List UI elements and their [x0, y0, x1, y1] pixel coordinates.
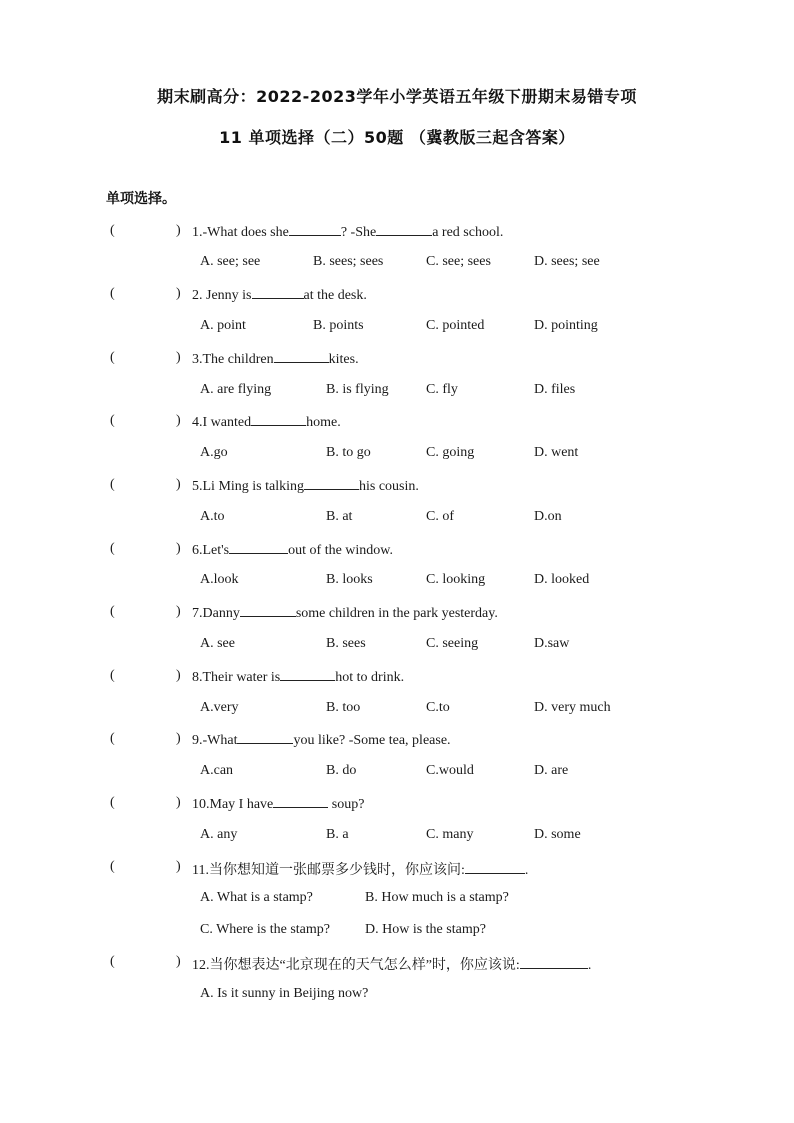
question-text-part: home.: [306, 415, 341, 430]
option-b: B. looks: [326, 572, 373, 587]
question-text: [192, 541, 393, 559]
option-c: C. of: [426, 509, 454, 524]
option-a: A.can: [200, 763, 234, 778]
option-d: D. some: [534, 827, 581, 842]
question-text: [192, 286, 367, 304]
section-heading: 单项选择。: [106, 191, 176, 207]
question-text-part: 10.May I have: [192, 797, 274, 812]
option-d: D. files: [534, 382, 576, 397]
option-d: D. are: [534, 763, 569, 778]
option-b: B. a: [326, 827, 349, 842]
option-c: C.would: [426, 763, 474, 778]
question-text-part: kites.: [328, 352, 359, 367]
question-text: [192, 604, 498, 622]
option-b: B. How much is a stamp?: [365, 890, 509, 905]
option-b: B. to go: [326, 445, 371, 460]
answer-paren-open: (: [110, 350, 115, 365]
question-text-part: 3.The children: [192, 352, 274, 367]
question-text-part: a red school.: [432, 225, 504, 240]
answer-paren-close: ): [176, 350, 181, 365]
answer-paren-close: ): [176, 954, 181, 969]
option-c: C.to: [426, 700, 450, 715]
question-text-part: hot to drink.: [335, 670, 405, 685]
question-text-part: at the desk.: [303, 288, 367, 303]
answer-paren-close: ): [176, 477, 181, 492]
answer-paren-open: (: [110, 413, 115, 428]
option-a: A.go: [200, 445, 228, 460]
question-text-part: .: [587, 958, 592, 973]
option-d: D. pointing: [534, 318, 598, 333]
answer-paren-close: ): [176, 668, 181, 683]
question-text: [192, 668, 404, 686]
question-text-part: 5.Li Ming is talking: [192, 479, 304, 494]
option-d: D. sees; see: [534, 254, 600, 269]
option-b: B. is flying: [326, 382, 389, 397]
answer-blank: [520, 956, 588, 969]
page-title-line-1: 期末刷高分：2022-2023学年小学英语五年级下册期末易错专项: [157, 87, 637, 106]
option-d: D. went: [534, 445, 579, 460]
option-b: B. sees: [326, 636, 366, 651]
answer-blank: [280, 668, 335, 681]
question-text-part: 12.当你想表达“北京现在的天气怎么样”时，你应该说:: [192, 958, 520, 973]
answer-paren-close: ): [176, 604, 181, 619]
answer-blank: [229, 541, 288, 554]
answer-paren-open: (: [110, 795, 115, 810]
question-text: [192, 795, 364, 813]
option-b: B. sees; sees: [313, 254, 384, 269]
answer-paren-open: (: [110, 668, 115, 683]
option-c: C. seeing: [426, 636, 479, 651]
option-a: A.very: [200, 700, 239, 715]
question-text-part: .: [524, 863, 529, 878]
option-a: A. see; see: [200, 254, 261, 269]
option-d: D. very much: [534, 700, 611, 715]
question-text-part: some children in the park yesterday.: [295, 606, 498, 621]
question-text: [192, 350, 359, 368]
answer-paren-close: ): [176, 795, 181, 810]
answer-paren-open: (: [110, 541, 115, 556]
answer-blank: [274, 350, 329, 363]
question-text: [192, 859, 528, 879]
option-c: C. fly: [426, 382, 458, 397]
question-text-part: 1.-What does she: [192, 225, 289, 240]
question-text-part: 2. Jenny is: [192, 288, 252, 303]
question-text-part: ? -She: [340, 225, 377, 240]
answer-paren-open: (: [110, 954, 115, 969]
option-a: A. What is a stamp?: [200, 890, 313, 905]
answer-blank: [289, 223, 341, 236]
option-a: A. Is it sunny in Beijing now?: [200, 986, 369, 1001]
answer-blank: [251, 413, 306, 426]
option-a: A. any: [200, 827, 238, 842]
question-text: [192, 413, 341, 431]
answer-blank: [273, 795, 328, 808]
question-text-part: you like? -Some tea, please.: [293, 733, 451, 748]
answer-blank: [252, 286, 304, 299]
answer-paren-close: ): [176, 413, 181, 428]
question-text-part: 8.Their water is: [192, 670, 281, 685]
answer-paren-close: ): [176, 286, 181, 301]
option-a: A.to: [200, 509, 225, 524]
option-d: D. looked: [534, 572, 590, 587]
question-text-part: out of the window.: [288, 543, 393, 558]
option-c: C. see; sees: [426, 254, 491, 269]
answer-paren-open: (: [110, 604, 115, 619]
option-b: B. too: [326, 700, 361, 715]
option-a: A.look: [200, 572, 239, 587]
option-a: A. are flying: [200, 382, 272, 397]
answer-blank: [376, 223, 432, 236]
question-text-part: soup?: [328, 797, 365, 812]
answer-paren-close: ): [176, 223, 181, 238]
answer-paren-open: (: [110, 859, 115, 874]
answer-paren-close: ): [176, 859, 181, 874]
question-text: [192, 954, 591, 974]
option-c: C. Where is the stamp?: [200, 922, 330, 937]
question-text: [192, 223, 503, 241]
option-c: C. going: [426, 445, 475, 460]
answer-blank: [465, 861, 525, 874]
option-c: C. looking: [426, 572, 486, 587]
page-title-line-2: 11 单项选择（二）50题 （冀教版三起含答案）: [219, 128, 575, 147]
question-text-part: 9.-What: [192, 733, 238, 748]
answer-blank: [304, 477, 359, 490]
question-text: [192, 731, 451, 749]
option-d: D.saw: [534, 636, 570, 651]
answer-paren-open: (: [110, 477, 115, 492]
answer-paren-close: ): [176, 541, 181, 556]
question-text-part: 4.I wanted: [192, 415, 252, 430]
answer-blank: [237, 731, 293, 744]
option-c: C. many: [426, 827, 474, 842]
option-c: C. pointed: [426, 318, 485, 333]
answer-paren-open: (: [110, 223, 115, 238]
answer-blank: [240, 604, 296, 617]
question-text-part: 7.Danny: [192, 606, 240, 621]
question-text-part: 11.当你想知道一张邮票多少钱时，你应该问:: [192, 863, 465, 878]
option-a: A. see: [200, 636, 235, 651]
question-text-part: his cousin.: [359, 479, 419, 494]
option-a: A. point: [200, 318, 246, 333]
answer-paren-close: ): [176, 731, 181, 746]
option-d: D. How is the stamp?: [365, 922, 486, 937]
option-b: B. do: [326, 763, 357, 778]
question-text-part: 6.Let's: [192, 543, 230, 558]
option-d: D.on: [534, 509, 562, 524]
answer-paren-open: (: [110, 731, 115, 746]
answer-paren-open: (: [110, 286, 115, 301]
option-b: B. points: [313, 318, 364, 333]
option-b: B. at: [326, 509, 353, 524]
question-text: [192, 477, 419, 495]
